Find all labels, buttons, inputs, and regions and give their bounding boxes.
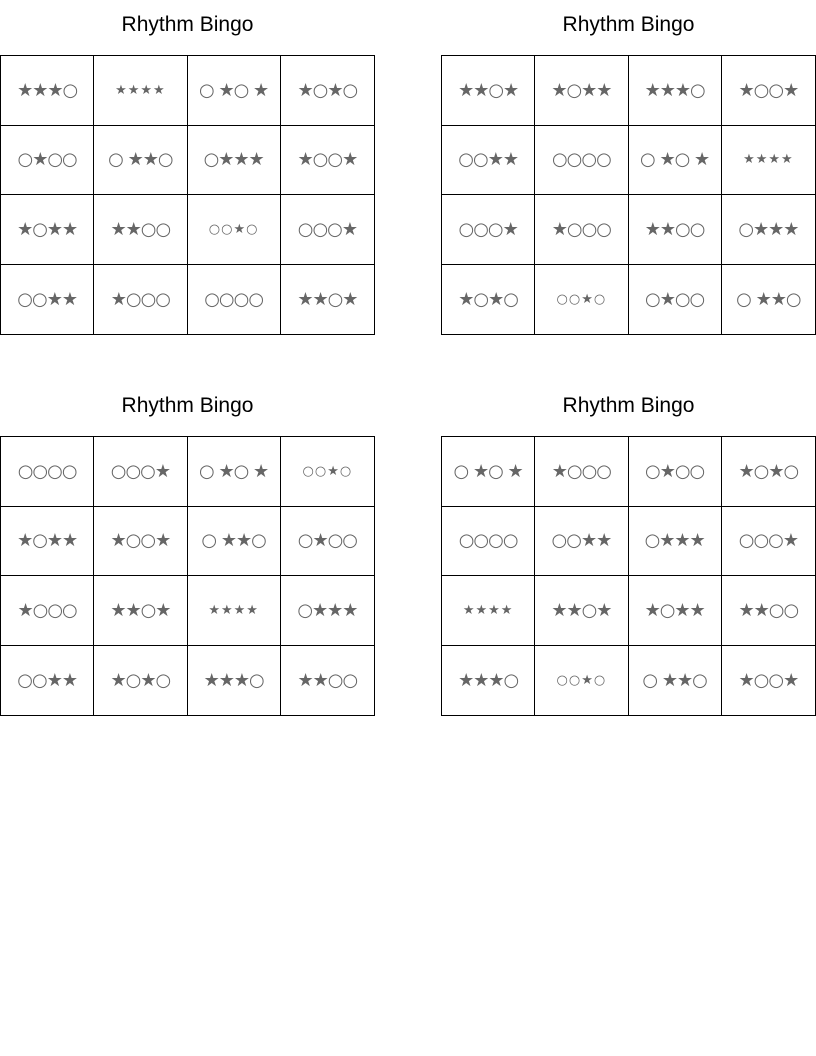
bingo-cell-rhythm: ○★○○ — [629, 265, 722, 335]
bingo-cell-rhythm: ○★★★ — [281, 576, 374, 646]
bingo-cell-rhythm: ○ ★★○ — [736, 288, 801, 310]
bingo-cell-rhythm: ★○★○ — [94, 646, 187, 716]
bingo-cell-rhythm: ○○○○ — [188, 265, 281, 335]
bingo-cell-rhythm: ★○○○ — [535, 437, 628, 507]
bingo-cell-rhythm: ★○★○ — [722, 437, 815, 507]
card-title: Rhythm Bingo — [562, 13, 695, 36]
bingo-cell-rhythm: ★○★★ — [535, 56, 628, 126]
bingo-cell-rhythm: ★★○★ — [94, 576, 187, 646]
bingo-cell-rhythm: ★★○○ — [722, 576, 815, 646]
bingo-cell-rhythm: ★○○★ — [722, 56, 815, 126]
bingo-cell-rhythm: ○○★★ — [535, 507, 628, 577]
bingo-cell-rhythm: ○ ★○ ★ — [629, 126, 722, 196]
bingo-cell-rhythm: ○○○○ — [535, 126, 628, 196]
bingo-cell-rhythm: ○○○○ — [1, 437, 94, 507]
bingo-cell-rhythm: ○○★○ — [535, 265, 628, 335]
bingo-cell-rhythm: ★★★○ — [442, 646, 535, 716]
bingo-cell-rhythm: ★★★○ — [629, 56, 722, 126]
card-title: Rhythm Bingo — [562, 394, 695, 417]
bingo-cell-rhythm: ★○○○ — [535, 195, 628, 265]
bingo-cell-rhythm: ○○○★ — [94, 437, 187, 507]
bingo-cell-rhythm: ★○○★ — [738, 669, 799, 691]
bingo-cell-rhythm: ○ ★★○ — [94, 126, 187, 196]
bingo-cell-rhythm: ○★★★ — [188, 126, 281, 196]
bingo-cell-rhythm: ○○○★ — [722, 507, 815, 577]
bingo-grid — [441, 55, 816, 335]
bingo-cell-rhythm: ★★○★ — [442, 56, 535, 126]
bingo-cell-rhythm: ○ ★○ ★ — [188, 437, 281, 507]
bingo-cell-rhythm: ★★○○ — [629, 195, 722, 265]
bingo-cell-rhythm: ★★○○ — [94, 195, 187, 265]
bingo-cell-rhythm: ★○★★ — [1, 195, 94, 265]
bingo-cell-rhythm: ○○○★ — [281, 195, 374, 265]
bingo-cell-rhythm: ○○★○ — [188, 195, 281, 265]
bingo-cell-rhythm: ○○○★ — [442, 195, 535, 265]
bingo-cell-rhythm: ★★★★ — [442, 576, 535, 646]
bingo-cell-rhythm: ○★○○ — [281, 507, 374, 577]
bingo-cell-rhythm: ○★★★ — [629, 507, 722, 577]
bingo-cell-rhythm: ○ ★○ ★ — [188, 56, 281, 126]
bingo-cell-rhythm: ★★★★ — [188, 576, 281, 646]
bingo-cell-rhythm: ★○○★ — [94, 507, 187, 577]
bingo-cell-rhythm: ○○★★ — [442, 126, 535, 196]
bingo-cell-rhythm: ★★★★ — [94, 56, 187, 126]
bingo-grid — [0, 55, 375, 335]
bingo-cell-rhythm: ★○○○ — [1, 576, 94, 646]
bingo-cell-rhythm: ○★○○ — [1, 126, 94, 196]
bingo-cell-rhythm: ○○★○ — [281, 437, 374, 507]
bingo-cell-rhythm: ★★★★ — [722, 126, 815, 196]
bingo-cell-rhythm: ○○★○ — [535, 646, 628, 716]
bingo-grid — [441, 436, 816, 716]
bingo-cell-rhythm: ○ ★★○ — [629, 646, 722, 716]
bingo-cell-rhythm: ★○★○ — [281, 56, 374, 126]
bingo-cell-rhythm: ★★○★ — [297, 288, 358, 310]
bingo-cell-rhythm: ○○○○ — [442, 507, 535, 577]
bingo-grid — [0, 436, 375, 716]
bingo-cell-rhythm: ★★★○ — [1, 56, 94, 126]
card-title: Rhythm Bingo — [121, 13, 254, 36]
bingo-cell-rhythm: ○○★★ — [1, 265, 94, 335]
bingo-cell-rhythm: ★★★○ — [188, 646, 281, 716]
bingo-cell-rhythm: ○ ★★○ — [188, 507, 281, 577]
bingo-cell-rhythm: ★★○★ — [535, 576, 628, 646]
bingo-cell-rhythm: ★○★○ — [442, 265, 535, 335]
bingo-cell-rhythm: ○ ★○ ★ — [442, 437, 535, 507]
card-title: Rhythm Bingo — [121, 394, 254, 417]
bingo-cell-rhythm: ★○★★ — [1, 507, 94, 577]
bingo-cell-rhythm: ○★★★ — [722, 195, 815, 265]
bingo-cell-rhythm: ○○★★ — [1, 646, 94, 716]
bingo-cell-rhythm: ★○○○ — [94, 265, 187, 335]
bingo-cell-rhythm: ★○○★ — [281, 126, 374, 196]
bingo-cell-rhythm: ★○★★ — [629, 576, 722, 646]
bingo-cell-rhythm: ○★○○ — [629, 437, 722, 507]
bingo-cell-rhythm: ★★○○ — [297, 669, 358, 691]
